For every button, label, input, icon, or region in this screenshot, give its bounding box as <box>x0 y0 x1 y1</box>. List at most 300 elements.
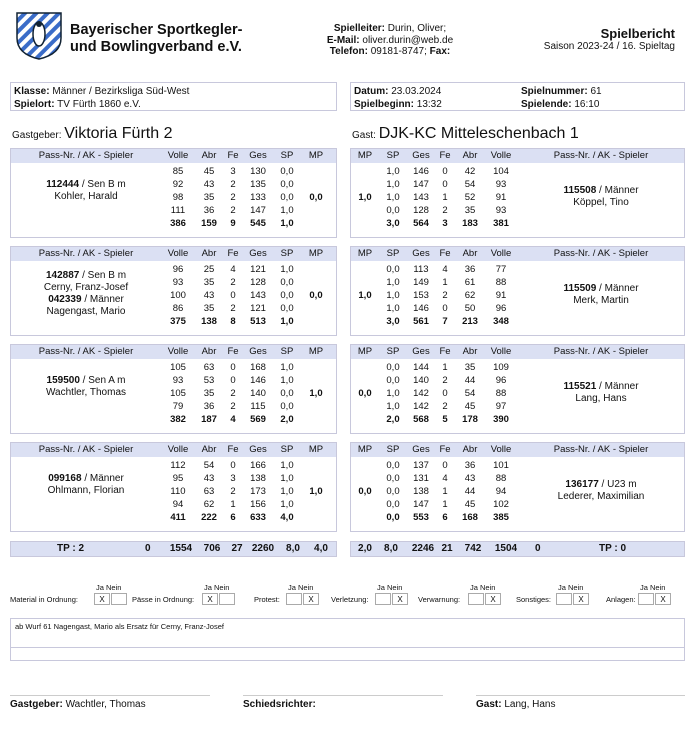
org-name <box>70 22 242 56</box>
home-col-header: Ges <box>249 444 267 455</box>
home-total-cell: 8 <box>230 316 236 327</box>
check-ja-box[interactable] <box>556 593 572 605</box>
home-score-cell: 111 <box>170 205 186 216</box>
away-total-ges: 2246 <box>411 543 435 554</box>
away-col-header: Fe <box>439 444 451 455</box>
home-col-header: Fe <box>227 150 239 161</box>
home-player <box>11 473 161 497</box>
home-tp: TP : 2 <box>57 543 85 554</box>
away-total-cell: 6 <box>442 512 448 523</box>
away-col-header: Fe <box>439 346 451 357</box>
check-ja-box[interactable] <box>638 593 654 605</box>
away-score-cell: 96 <box>495 303 507 314</box>
away-tp: TP : 0 <box>599 543 627 554</box>
home-total-cell: 222 <box>201 512 217 523</box>
home-score-cell: 36 <box>203 205 215 216</box>
check-label: Material in Ordnung: <box>10 595 78 604</box>
home-col-header: Abr <box>201 248 217 259</box>
home-col-header: Ges <box>249 150 267 161</box>
away-total-cell: 3,0 <box>386 316 400 327</box>
away-total-cell: 3 <box>442 218 448 229</box>
home-score-cell: 0 <box>230 375 236 386</box>
away-score-cell: 1 <box>442 499 448 510</box>
away-score-cell: 36 <box>464 460 476 471</box>
home-score-cell: 1,0 <box>280 486 294 497</box>
away-col-header: Ges <box>412 346 430 357</box>
away-col-header: SP <box>386 444 400 455</box>
home-total-abr: 706 <box>203 543 221 554</box>
home-player <box>11 179 161 203</box>
away-mp: 1,0 <box>358 192 372 203</box>
home-score-cell: 85 <box>172 166 184 177</box>
home-player-block <box>10 148 337 238</box>
away-score-cell: 1,0 <box>386 388 400 399</box>
away-mp: 0,0 <box>358 486 372 497</box>
home-col-header: Ges <box>249 346 267 357</box>
away-col-header: SP <box>386 346 400 357</box>
ja-label: Ja <box>640 583 648 592</box>
home-score-cell: 63 <box>203 362 215 373</box>
home-score-cell: 143 <box>250 290 266 301</box>
home-col-header: Pass-Nr. / AK - Spieler <box>38 444 134 455</box>
check-nein-box[interactable] <box>303 593 319 605</box>
home-score-cell: 0,0 <box>280 192 294 203</box>
home-score-cell: 1,0 <box>280 362 294 373</box>
ja-label: Ja <box>558 583 566 592</box>
away-score-cell: 102 <box>493 499 509 510</box>
home-player-ak: / Sen A m <box>79 375 126 386</box>
match-class-box <box>10 82 337 111</box>
home-score-cell: 3 <box>230 473 236 484</box>
home-score-cell: 96 <box>172 264 184 275</box>
away-score-cell: 4 <box>442 264 448 275</box>
away-score-cell: 0,0 <box>386 460 400 471</box>
away-mp: 0,0 <box>358 388 372 399</box>
away-col-header: Ges <box>412 444 430 455</box>
away-score-cell: 1,0 <box>386 192 400 203</box>
home-total-cell: 545 <box>250 218 266 229</box>
home-score-cell: 79 <box>172 401 184 412</box>
away-score-cell: 0,0 <box>386 375 400 386</box>
home-zero: 0 <box>145 543 151 554</box>
check-mark: X <box>397 595 403 604</box>
away-team <box>352 125 579 143</box>
home-total-cell: 1,0 <box>280 316 294 327</box>
check-label: Anlagen: <box>606 595 636 604</box>
home-team <box>12 125 172 143</box>
away-score-cell: 1,0 <box>386 303 400 314</box>
away-score-cell: 0 <box>442 388 448 399</box>
home-score-cell: 0,0 <box>280 166 294 177</box>
home-score-cell: 45 <box>203 166 215 177</box>
check-label: Protest: <box>254 595 280 604</box>
home-player-pass: 142887 <box>45 270 80 281</box>
away-player-pass: 115508 <box>563 185 597 196</box>
referee-signature-line <box>243 695 443 696</box>
home-col-header: Fe <box>227 248 239 259</box>
away-total-fe: 21 <box>441 543 453 554</box>
away-score-cell: 62 <box>464 290 476 301</box>
home-score-cell: 35 <box>203 277 215 288</box>
away-score-cell: 93 <box>495 205 507 216</box>
check-mark: X <box>99 595 105 604</box>
away-score-cell: 61 <box>464 277 476 288</box>
check-ja-box[interactable] <box>202 593 218 605</box>
check-mark: X <box>578 595 584 604</box>
away-score-cell: 44 <box>464 486 476 497</box>
home-score-cell: 94 <box>172 499 184 510</box>
away-player <box>517 283 685 307</box>
away-player-name: Lang, Hans <box>575 393 627 404</box>
check-mark: X <box>490 595 496 604</box>
home-score-cell: 0,0 <box>280 277 294 288</box>
home-score-cell: 128 <box>250 277 266 288</box>
comment-box <box>10 618 685 661</box>
away-col-header: Pass-Nr. / AK - Spieler <box>553 248 649 259</box>
check-mark: X <box>660 595 666 604</box>
match-time-box <box>350 82 685 111</box>
home-mp: 1,0 <box>309 486 323 497</box>
home-score-cell: 35 <box>203 192 215 203</box>
away-total-sp: 8,0 <box>384 543 398 554</box>
home-team-name: Viktoria Fürth 2 <box>64 125 173 142</box>
home-player-name: Kohler, Harald <box>54 191 118 202</box>
away-zero: 0 <box>535 543 541 554</box>
away-col-header: Pass-Nr. / AK - Spieler <box>553 346 649 357</box>
home-mp: 0,0 <box>309 192 323 203</box>
away-col-header: Abr <box>462 444 478 455</box>
home-score-cell: 25 <box>203 264 215 275</box>
home-score-cell: 138 <box>250 473 266 484</box>
nein-label: Nein <box>480 583 496 592</box>
check-nein-box[interactable] <box>392 593 408 605</box>
home-col-header: Pass-Nr. / AK - Spieler <box>38 248 134 259</box>
home-score-cell: 95 <box>172 473 184 484</box>
home-score-cell: 43 <box>203 473 215 484</box>
away-team-name: DJK-KC Mitteleschenbach 1 <box>378 125 579 142</box>
away-player-name: Köppel, Tino <box>573 197 629 208</box>
spielende-label: Spielende: <box>521 99 572 110</box>
check-label: Pässe in Ordnung: <box>132 595 195 604</box>
spielleiter-label: Spielleiter: <box>333 23 385 34</box>
away-total-cell: 348 <box>493 316 509 327</box>
home-col-header: SP <box>280 346 294 357</box>
away-score-cell: 1,0 <box>386 166 400 177</box>
home-total-cell: 4,0 <box>280 512 294 523</box>
telefon-value: 09181-8747; <box>370 46 427 57</box>
home-score-cell: 0,0 <box>280 179 294 190</box>
away-player-ak: / Männer <box>596 283 639 294</box>
referee-signature-label: Schiedsrichter: <box>243 699 316 710</box>
home-score-cell: 110 <box>170 486 186 497</box>
away-total-mp: 2,0 <box>358 543 372 554</box>
ja-label: Ja <box>377 583 385 592</box>
check-nein-box[interactable] <box>573 593 589 605</box>
away-score-cell: 101 <box>493 460 509 471</box>
home-col-header: Abr <box>201 150 217 161</box>
datum-value: 23.03.2024 <box>391 86 442 97</box>
check-nein-box[interactable] <box>111 593 127 605</box>
home-col-header: Pass-Nr. / AK - Spieler <box>38 346 134 357</box>
away-player-pass: 115509 <box>563 283 597 294</box>
nein-label: Nein <box>387 583 403 592</box>
away-score-cell: 94 <box>495 486 507 497</box>
away-score-cell: 0,0 <box>386 264 400 275</box>
away-score-cell: 0,0 <box>386 486 400 497</box>
home-sub-pass: 042339 <box>48 294 82 305</box>
home-score-cell: 86 <box>172 303 184 314</box>
home-totals-row <box>10 541 337 557</box>
home-col-header: MP <box>308 150 324 161</box>
away-score-cell: 54 <box>464 179 476 190</box>
check-mark: X <box>308 595 314 604</box>
away-score-cell: 45 <box>464 499 476 510</box>
away-score-cell: 36 <box>464 264 476 275</box>
check-ja-box[interactable] <box>286 593 302 605</box>
home-sub-ak: / Männer <box>81 294 124 305</box>
home-score-cell: 54 <box>203 460 215 471</box>
away-player-name: Merk, Martin <box>573 295 629 306</box>
home-score-cell: 2 <box>230 277 236 288</box>
away-player <box>517 185 685 209</box>
away-player-pass: 136177 <box>565 479 599 490</box>
away-score-cell: 54 <box>464 388 476 399</box>
away-total-cell: 553 <box>413 512 429 523</box>
email-value[interactable]: oliver.durin@web.de <box>362 34 454 46</box>
away-score-cell: 1,0 <box>386 277 400 288</box>
home-col-header: Ges <box>249 248 267 259</box>
home-player-pass: 159500 <box>46 375 80 386</box>
check-ja-box[interactable] <box>375 593 391 605</box>
home-player-name: Cerny, Franz-Josef <box>43 282 129 293</box>
away-player-ak: / U23 m <box>598 479 637 490</box>
away-col-header: Volle <box>490 150 512 161</box>
spielort-label: Spielort: <box>14 99 55 110</box>
home-score-cell: 1 <box>230 499 236 510</box>
away-total-cell: 7 <box>442 316 448 327</box>
spielbeginn-label: Spielbeginn: <box>354 99 414 110</box>
away-signature-label: Gast: <box>476 699 502 710</box>
away-score-cell: 146 <box>413 303 429 314</box>
away-score-cell: 128 <box>413 205 429 216</box>
away-total-cell: 3,0 <box>386 218 400 229</box>
home-score-cell: 100 <box>170 290 186 301</box>
home-total-cell: 2,0 <box>280 414 294 425</box>
home-score-cell: 2 <box>230 303 236 314</box>
home-mp: 0,0 <box>309 290 323 301</box>
comment-text: ab Wurf 61 Nagengast, Mario als Ersatz für Cerny, Franz-Josef <box>15 622 224 631</box>
ja-label: Ja <box>96 583 104 592</box>
home-score-cell: 93 <box>172 277 184 288</box>
away-player <box>517 479 685 503</box>
check-ja-box[interactable] <box>468 593 484 605</box>
home-col-header: SP <box>280 248 294 259</box>
away-total-cell: 168 <box>462 512 478 523</box>
contact-block <box>290 23 490 58</box>
home-player-name: Ohlmann, Florian <box>47 485 125 496</box>
home-col-header: MP <box>308 444 324 455</box>
home-score-cell: 0,0 <box>280 290 294 301</box>
away-score-cell: 44 <box>464 375 476 386</box>
home-score-cell: 0 <box>230 290 236 301</box>
home-score-cell: 130 <box>250 166 266 177</box>
home-score-cell: 63 <box>203 486 215 497</box>
home-score-cell: 135 <box>250 179 266 190</box>
away-total-cell: 568 <box>413 414 429 425</box>
home-col-header: Fe <box>227 346 239 357</box>
home-score-cell: 2 <box>230 486 236 497</box>
home-score-cell: 35 <box>203 388 215 399</box>
away-score-cell: 35 <box>464 362 476 373</box>
away-col-header: Fe <box>439 248 451 259</box>
check-label: Verletzung: <box>331 595 369 604</box>
away-col-header: Volle <box>490 444 512 455</box>
away-col-header: MP <box>357 346 373 357</box>
home-score-cell: 146 <box>250 375 266 386</box>
away-score-cell: 88 <box>495 473 507 484</box>
check-nein-box[interactable] <box>485 593 501 605</box>
away-col-header: Volle <box>490 248 512 259</box>
away-col-header: MP <box>357 444 373 455</box>
away-total-abr: 742 <box>464 543 482 554</box>
away-score-cell: 137 <box>413 460 429 471</box>
away-total-cell: 564 <box>413 218 429 229</box>
away-col-header: Pass-Nr. / AK - Spieler <box>553 444 649 455</box>
home-score-cell: 168 <box>250 362 266 373</box>
away-score-cell: 45 <box>464 401 476 412</box>
away-score-cell: 131 <box>413 473 429 484</box>
home-score-cell: 121 <box>250 303 266 314</box>
away-player-name: Lederer, Maximilian <box>557 491 645 502</box>
away-score-cell: 93 <box>495 179 507 190</box>
check-mark: X <box>207 595 213 604</box>
home-total-cell: 382 <box>170 414 186 425</box>
check-nein-box[interactable] <box>655 593 671 605</box>
away-score-cell: 50 <box>464 303 476 314</box>
away-score-cell: 147 <box>413 499 429 510</box>
check-ja-box[interactable] <box>94 593 110 605</box>
away-score-cell: 144 <box>413 362 429 373</box>
away-player-block <box>350 148 685 238</box>
home-total-mp: 4,0 <box>314 543 328 554</box>
home-col-header: SP <box>280 444 294 455</box>
away-score-cell: 1 <box>442 192 448 203</box>
away-player-block <box>350 246 685 336</box>
away-total-cell: 390 <box>493 414 509 425</box>
away-score-cell: 1 <box>442 362 448 373</box>
away-player-block <box>350 344 685 434</box>
away-score-cell: 0,0 <box>386 499 400 510</box>
away-col-header: Volle <box>490 346 512 357</box>
away-score-cell: 0 <box>442 303 448 314</box>
away-score-cell: 109 <box>493 362 509 373</box>
home-score-cell: 1,0 <box>280 473 294 484</box>
ja-label: Ja <box>288 583 296 592</box>
home-score-cell: 36 <box>203 401 215 412</box>
away-score-cell: 0 <box>442 179 448 190</box>
datum-label: Datum: <box>354 86 389 97</box>
home-score-cell: 105 <box>170 388 186 399</box>
away-score-cell: 91 <box>495 192 507 203</box>
ja-label: Ja <box>470 583 478 592</box>
email-label: E-Mail: <box>326 34 360 46</box>
away-signature-line <box>476 695 685 696</box>
nein-label: Nein <box>298 583 314 592</box>
home-score-cell: 166 <box>250 460 266 471</box>
report-title: Spielbericht <box>600 26 675 41</box>
home-player-ak: / Sen B m <box>79 270 127 281</box>
home-team-label: Gastgeber: <box>12 130 62 141</box>
home-score-cell: 98 <box>172 192 184 203</box>
klasse-value: Männer / Bezirksliga Süd-West <box>52 86 190 97</box>
home-sub-name: Nagengast, Mario <box>46 306 126 317</box>
away-signature <box>476 699 556 710</box>
away-score-cell: 142 <box>413 401 429 412</box>
fax-label: Fax: <box>429 46 451 57</box>
away-col-header: Abr <box>462 248 478 259</box>
home-score-cell: 35 <box>203 303 215 314</box>
away-score-cell: 52 <box>464 192 476 203</box>
away-mp: 1,0 <box>358 290 372 301</box>
away-signature-name: Lang, Hans <box>504 699 556 710</box>
home-score-cell: 2 <box>230 388 236 399</box>
home-score-cell: 92 <box>172 179 184 190</box>
spielbeginn-value: 13:32 <box>416 99 442 110</box>
spielleiter-value: Durin, Oliver; <box>387 23 447 34</box>
away-total-cell: 213 <box>462 316 478 327</box>
home-col-header: Volle <box>167 346 189 357</box>
away-total-cell: 0,0 <box>386 512 400 523</box>
home-total-cell: 159 <box>201 218 217 229</box>
home-total-volle: 1554 <box>169 543 193 554</box>
away-score-cell: 147 <box>413 179 429 190</box>
home-col-header: Abr <box>201 346 217 357</box>
check-nein-box[interactable] <box>219 593 235 605</box>
home-score-cell: 140 <box>250 388 266 399</box>
home-score-cell: 147 <box>250 205 266 216</box>
home-player-pass: 099168 <box>48 473 82 484</box>
home-score-cell: 0 <box>230 460 236 471</box>
home-signature-label: Gastgeber: <box>10 699 63 710</box>
nein-label: Nein <box>214 583 230 592</box>
home-player-ak: / Männer <box>81 473 124 484</box>
away-score-cell: 138 <box>413 486 429 497</box>
away-col-header: SP <box>386 248 400 259</box>
away-score-cell: 96 <box>495 375 507 386</box>
away-score-cell: 4 <box>442 473 448 484</box>
away-score-cell: 43 <box>464 473 476 484</box>
home-total-cell: 6 <box>230 512 236 523</box>
away-score-cell: 42 <box>464 166 476 177</box>
away-score-cell: 2 <box>442 401 448 412</box>
away-col-header: Fe <box>439 150 451 161</box>
away-player-pass: 115521 <box>563 381 597 392</box>
away-totals-row <box>350 541 685 557</box>
home-player-block <box>10 246 337 336</box>
home-total-ges: 2260 <box>251 543 275 554</box>
home-score-cell: 3 <box>230 166 236 177</box>
home-score-cell: 1,0 <box>280 375 294 386</box>
home-total-cell: 138 <box>201 316 217 327</box>
away-total-cell: 561 <box>413 316 429 327</box>
klasse-label: Klasse: <box>14 86 50 97</box>
away-total-cell: 183 <box>462 218 478 229</box>
home-col-header: Volle <box>167 444 189 455</box>
away-score-cell: 140 <box>413 375 429 386</box>
away-player-ak: / Männer <box>596 381 639 392</box>
home-score-cell: 2 <box>230 401 236 412</box>
away-total-cell: 385 <box>493 512 509 523</box>
